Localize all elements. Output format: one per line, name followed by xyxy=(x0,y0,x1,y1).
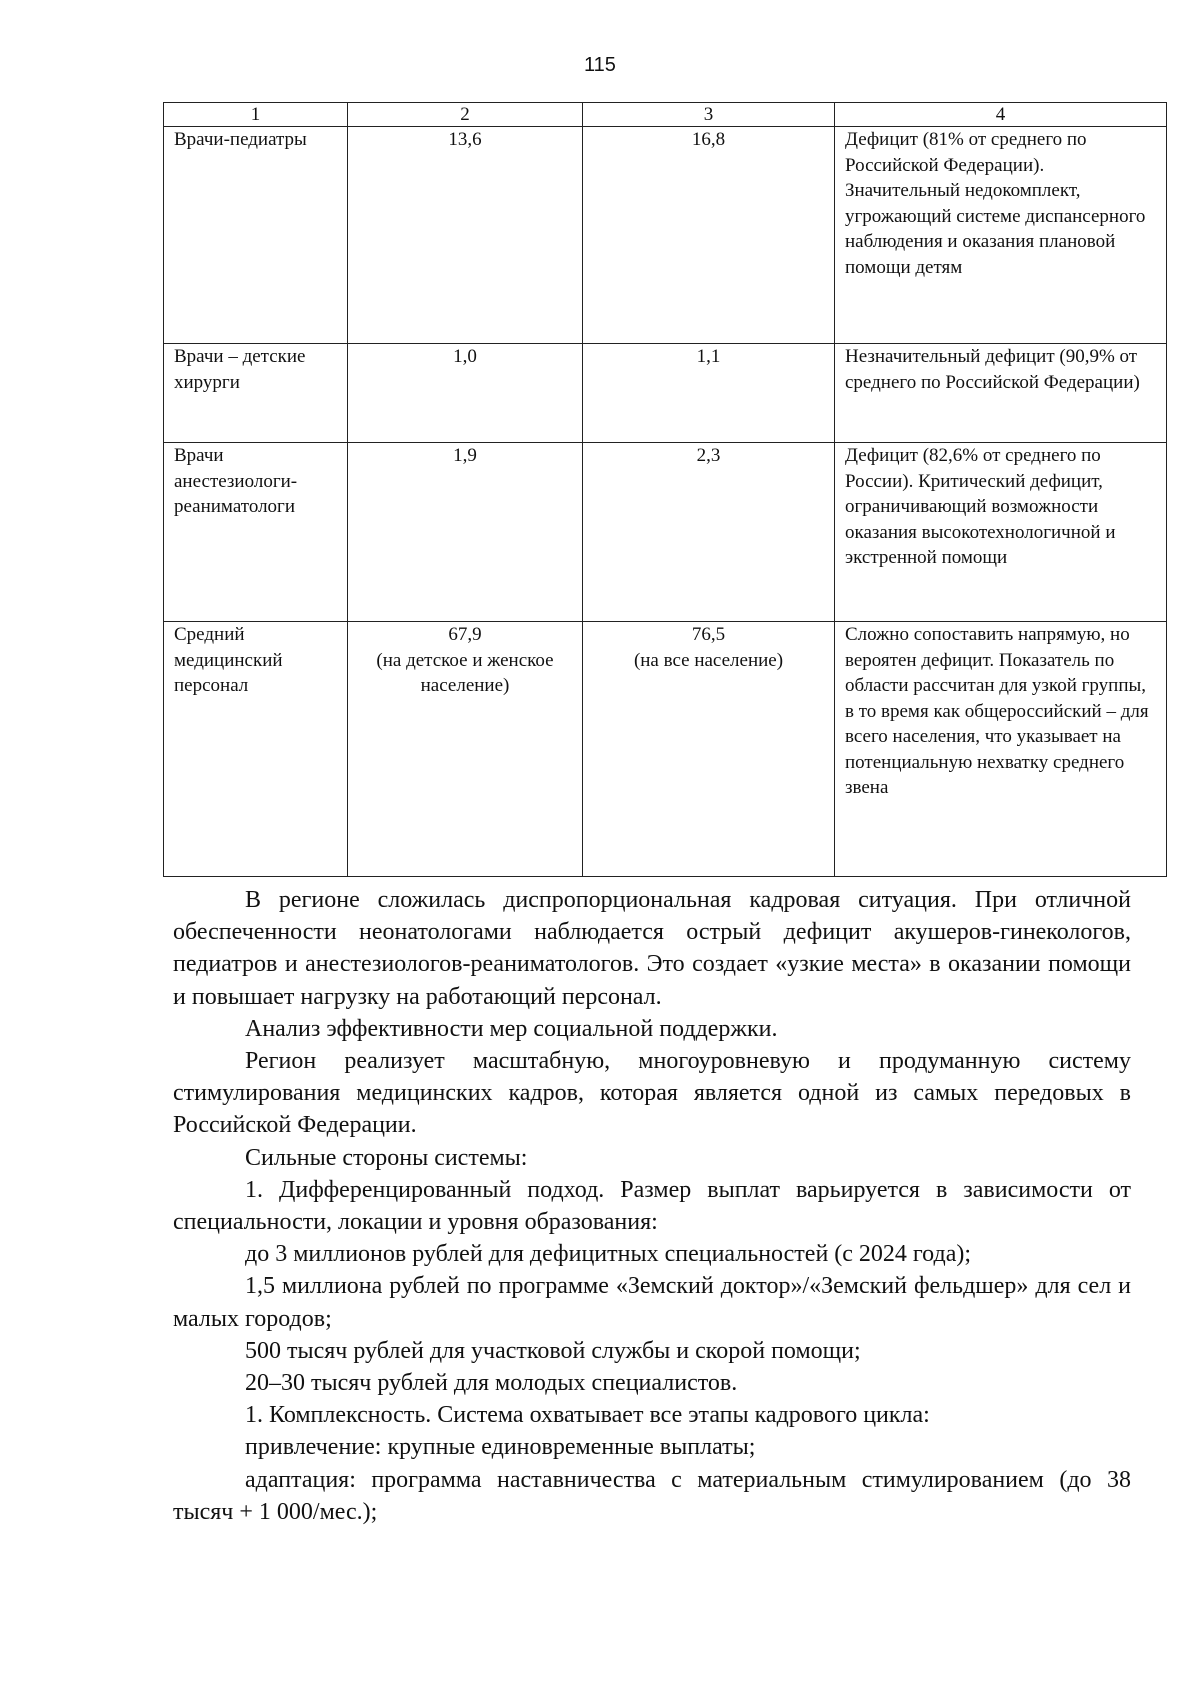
header-cell-1: 1 xyxy=(164,103,348,127)
header-cell-3: 3 xyxy=(583,103,835,127)
body-text xyxy=(173,884,1131,1528)
header-cell-2: 2 xyxy=(348,103,583,127)
row-value-cell: 1,9 xyxy=(348,443,583,622)
table-row xyxy=(164,344,1167,443)
row-comment-cell: Незначительный дефицит (90,9% от среднего по Российской Федерации) xyxy=(835,344,1167,443)
list-item: 1. Дифференцированный подход. Размер выплат варьируется в зависимости от специальности, локации и уровня образования: xyxy=(173,1176,1131,1236)
row-value-cell: 13,6 xyxy=(348,127,583,344)
paragraph: Анализ эффективности мер социальной поддержки. xyxy=(245,1015,778,1042)
row-value-cell: 67,9 (на детское и женское население) xyxy=(348,622,583,877)
row-value-cell: 1,0 xyxy=(348,344,583,443)
staffing-table xyxy=(163,102,1167,877)
header-cell-4: 4 xyxy=(835,103,1167,127)
paragraph: Регион реализует масштабную, многоуровневую и продуманную систему стимулирования медицинских кадров, которая является одной из самых передовых в Российской Федерации. xyxy=(173,1048,1131,1139)
row-comment-cell: Дефицит (82,6% от среднего по России). Критический дефицит, ограничивающий возможности оказания высокотехнологичной и экстренной помощи xyxy=(835,443,1167,622)
list-item: привлечение: крупные единовременные выплаты; xyxy=(245,1434,756,1461)
row-name-cell: Врачи-педиатры xyxy=(164,127,348,344)
list-item: 1. Комплексность. Система охватывает все этапы кадрового цикла: xyxy=(245,1402,930,1429)
list-item: 500 тысяч рублей для участковой службы и скорой помощи; xyxy=(245,1337,861,1364)
paragraph: Сильные стороны системы: xyxy=(245,1144,528,1171)
paragraph: В регионе сложилась диспропорциональная кадровая ситуация. При отличной обеспеченности неонатологами наблюдается острый дефицит акушеров-гинекологов, педиатров и анестезиологов-реаниматологов. Это создает «узкие места» в оказании помощи и повышает нагрузку на работающий персонал. xyxy=(173,887,1131,1010)
row-name-cell: Средний медицинский персонал xyxy=(164,622,348,877)
list-item: 20–30 тысяч рублей для молодых специалистов. xyxy=(245,1370,738,1397)
row-name-cell: Врачи – детские хирурги xyxy=(164,344,348,443)
row-name-cell: Врачи анестезиологи-реаниматологи xyxy=(164,443,348,622)
table-header-row xyxy=(164,103,1167,127)
row-comment-cell: Сложно сопоставить напрямую, но вероятен дефицит. Показатель по области рассчитан для узкой группы, в то время как общероссийский – для всего населения, что указывает на потенциальную нехватку среднего звена xyxy=(835,622,1167,877)
list-item: 1,5 миллиона рублей по программе «Земский доктор»/«Земский фельдшер» для сел и малых городов; xyxy=(173,1273,1131,1332)
row-value-cell: 1,1 xyxy=(583,344,835,443)
row-comment-cell: Дефицит (81% от среднего по Российской Федерации). Значительный недокомплект, угрожающий системе диспансерного наблюдения и оказания плановой помощи детям xyxy=(835,127,1167,344)
table-row xyxy=(164,622,1167,877)
row-value-cell: 2,3 xyxy=(583,443,835,622)
page-number: 115 xyxy=(584,54,616,76)
list-item: до 3 миллионов рублей для дефицитных специальностей (с 2024 года); xyxy=(245,1241,972,1268)
table-row xyxy=(164,127,1167,344)
list-item: адаптация: программа наставничества с материальным стимулированием (до 38 тысяч + 1 000/мес.); xyxy=(173,1466,1131,1525)
row-value-cell: 76,5 (на все население) xyxy=(583,622,835,877)
table-row xyxy=(164,443,1167,622)
row-value-cell: 16,8 xyxy=(583,127,835,344)
